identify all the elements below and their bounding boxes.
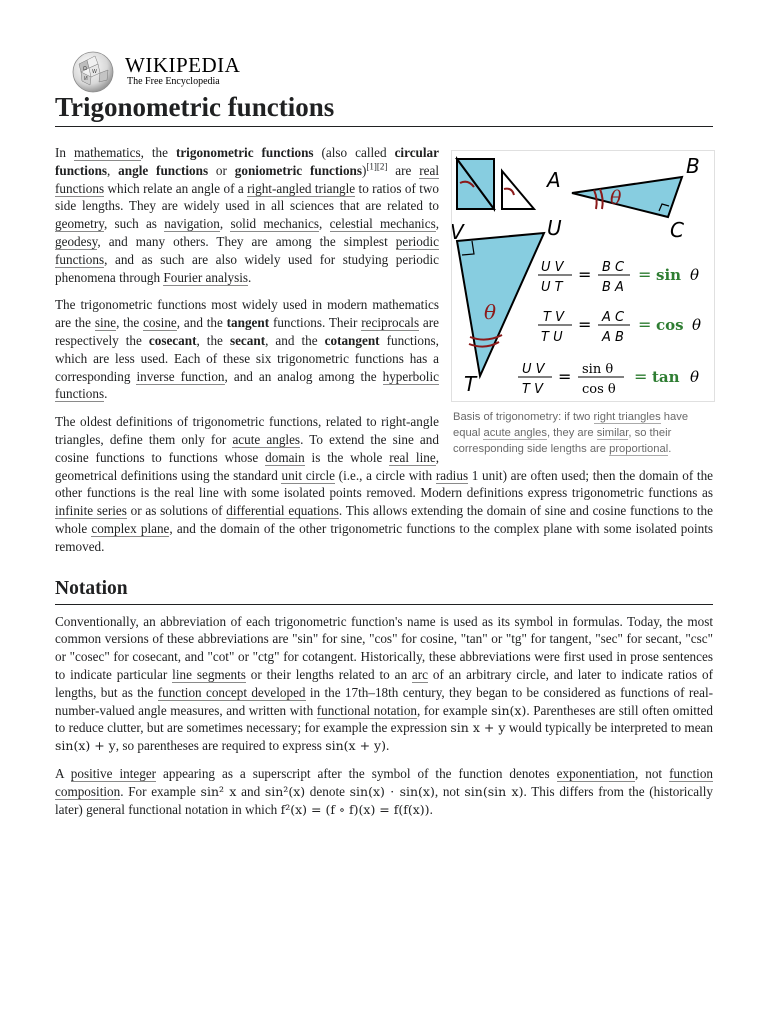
svg-text:W: W xyxy=(92,69,97,75)
trig-figure xyxy=(451,150,713,457)
wordmark: WIKIPEDIA xyxy=(125,53,241,77)
svg-text:tan: tan xyxy=(652,368,680,386)
svg-text:И: И xyxy=(84,76,88,82)
globe-icon xyxy=(71,50,117,94)
section-heading-notation: Notation xyxy=(55,576,713,605)
link-cosine[interactable]: cosine xyxy=(143,315,177,331)
reference-1-2[interactable]: [1][2] xyxy=(366,161,388,172)
svg-text:=: = xyxy=(578,265,592,284)
link-proportional[interactable]: proportional xyxy=(609,442,669,455)
link-arc[interactable]: arc xyxy=(411,666,429,682)
link-differential-equations[interactable]: differential equations xyxy=(226,503,339,519)
link-real-line[interactable]: real line xyxy=(389,449,436,465)
math-sin-times-sin: sin(x) · sin(x) xyxy=(349,783,435,799)
link-complex-plane[interactable]: complex plane xyxy=(91,520,170,536)
notation-paragraph-2: A positive integer appearing as a superscript after the symbol of the function denotes exponentiation, not function composition. For example sin² x and sin²(x) denote sin(x) · sin(x), not sin(sin x). This differs from the (historically later) general functional notation in which f²(x) = (f ∘ f)(x) = f(f(x)). xyxy=(55,765,714,817)
intro-paragraph-1: In mathematics, the trigonometric functions (also called circular functions, angle functions or goniometric functions)[1][2] are real functions which relate an angle of a right-angled triangle to ratios of two side lengths. They are widely used in all sciences that are related to geometry, such as navigation, solid mechanics, celestial mechanics, geodesy, and many others. They are among the simplest periodic functions, and as such are also widely used for studying periodic phenomena through Fourier analysis. xyxy=(55,145,439,285)
triangle-vut xyxy=(457,233,544,376)
svg-text:=: = xyxy=(578,315,592,334)
svg-text:T U: T U xyxy=(541,330,563,345)
link-real-functions[interactable]: real functions xyxy=(55,162,439,196)
label-v: V xyxy=(451,220,464,244)
math-sin-x-paren-plus-y: sin(x) + y xyxy=(55,738,116,754)
link-exponentiation[interactable]: exponentiation xyxy=(556,765,635,781)
small-triangles xyxy=(457,159,534,209)
svg-text:θ: θ xyxy=(692,316,702,334)
link-radius[interactable]: radius xyxy=(435,467,469,483)
svg-text:=: = xyxy=(634,367,648,386)
link-infinite-series[interactable]: infinite series xyxy=(55,503,127,519)
svg-text:sin: sin xyxy=(656,266,682,284)
svg-text:=: = xyxy=(638,315,652,334)
svg-text:cos θ: cos θ xyxy=(582,382,616,397)
svg-text:Ω: Ω xyxy=(83,66,87,72)
wikipedia-logo[interactable] xyxy=(71,50,241,94)
svg-text:U T: U T xyxy=(541,280,563,295)
label-t: T xyxy=(464,372,477,396)
link-reciprocals[interactable]: reciprocals xyxy=(361,315,420,331)
label-theta-small: θ xyxy=(610,187,622,209)
link-sine[interactable]: sine xyxy=(94,315,117,331)
article-body xyxy=(55,144,713,828)
svg-text:θ: θ xyxy=(690,368,700,386)
link-acute-angles[interactable]: acute angles xyxy=(232,431,301,447)
figure-caption: Basis of trigonometry: if two right triangles have equal acute angles, they are similar, so their corresponding side lengths are proportional. xyxy=(453,410,689,455)
link-right-angled-triangle[interactable]: right-angled triangle xyxy=(247,180,356,196)
link-geodesy[interactable]: geodesy xyxy=(55,233,98,249)
notation-paragraph-1: Conventionally, an abbreviation of each trigonometric function's name is used as its symbol in formulas. Today, the most common versions of these abbreviations are "sin" for sine, "cos" for cosine, "tan" or "tg" for tangent, "sec" for secant, "csc" or "cosec" for cosecant, and "cot" or "ctg" for cotangent. Historically, these abbreviations were first used in prose sentences to indicate particular line segments or their lengths related to an arc of an arbitrary circle, and later to indicate ratios of lengths, but as the function concept developed in the 17th–18th century, they began to be considered as functions of real-number-valued angle measures, and written with functional notation, for example sin(x). Parentheses are still often omitted to reduce clutter, but are sometimes necessary; for example the expression sin x + y would typically be interpreted to mean sin(x) + y, so parentheses are required to express sin(x + y). xyxy=(55,613,714,754)
label-u: U xyxy=(547,216,562,240)
math-sin-of-sin: sin(sin x) xyxy=(464,783,524,799)
link-domain[interactable]: domain xyxy=(265,449,305,465)
math-sin-squared-x: sin² x xyxy=(200,783,237,799)
link-mathematics[interactable]: mathematics xyxy=(73,145,141,160)
link-unit-circle[interactable]: unit circle xyxy=(281,467,335,483)
equation-cos xyxy=(538,310,701,345)
svg-text:T V: T V xyxy=(543,310,564,325)
intro-paragraph-3: The oldest definitions of trigonometric functions, related to right-angle triangles, define them only for acute angles. To extend the sine and cosine functions to functions whose domain is the whole real line, geometrical definitions using the standard unit circle (i.e., a circle with radius 1 unit) are often used; then the domain of the other functions is the real line with some isolated points removed. Modern definitions express trigonometric functions as infinite series or as solutions of differential equations. This allows extending the domain of sine and cosine functions to the whole complex plane, and the domain of the other trigonometric functions to the complex plane with some isolated points removed. xyxy=(55,414,714,554)
svg-text:U V: U V xyxy=(522,362,545,377)
link-function-composition[interactable]: function composition xyxy=(55,765,714,799)
label-theta-big: θ xyxy=(484,300,497,324)
label-b: B xyxy=(686,154,700,178)
triangle-abc xyxy=(572,177,682,217)
svg-text:A B: A B xyxy=(602,330,624,345)
svg-text:=: = xyxy=(638,265,652,284)
link-line-segments[interactable]: line segments xyxy=(172,666,246,682)
tagline: The Free Encyclopedia xyxy=(127,76,220,87)
intro-paragraph-2: The trigonometric functions most widely used in modern mathematics are the sine, the cosine, and the tangent functions. Their reciprocals are respectively the cosecant, the secant, and the cotangent functions, which are less used. Each of these six trigonometric functions has a corresponding inverse function, and an analog among the hyperbolic functions. xyxy=(55,297,439,402)
link-similar[interactable]: similar xyxy=(596,426,629,439)
link-function-concept[interactable]: function concept developed xyxy=(157,684,306,700)
math-sin-x: sin(x) xyxy=(491,702,527,718)
svg-text:θ: θ xyxy=(690,266,700,284)
link-periodic-functions[interactable]: periodic functions xyxy=(55,233,439,267)
math-sin-x-plus-y: sin x + y xyxy=(450,720,506,736)
equation-tan xyxy=(518,362,699,397)
svg-text:=: = xyxy=(558,367,572,386)
link-functional-notation[interactable]: functional notation xyxy=(316,702,418,718)
svg-text:cos: cos xyxy=(656,316,684,334)
link-right-triangles[interactable]: right triangles xyxy=(593,410,661,423)
link-hyperbolic-functions[interactable]: hyperbolic functions xyxy=(55,368,439,402)
label-c: C xyxy=(670,218,684,242)
link-celestial-mechanics[interactable]: celestial mechanics xyxy=(329,216,436,232)
label-a: A xyxy=(547,168,561,192)
link-inverse-function[interactable]: inverse function xyxy=(136,368,225,384)
equation-sin xyxy=(538,260,699,295)
math-sin-paren-x-plus-y: sin(x + y) xyxy=(325,738,386,754)
link-fourier-analysis[interactable]: Fourier analysis xyxy=(163,269,249,285)
link-positive-integer[interactable]: positive integer xyxy=(70,765,157,781)
math-f-squared: f²(x) = (f ∘ f)(x) = f(f(x)) xyxy=(280,801,430,817)
link-geometry[interactable]: geometry xyxy=(55,216,104,232)
page-title: Trigonometric functions xyxy=(55,89,713,127)
math-sin-squared-paren-x: sin²(x) xyxy=(264,783,306,799)
trig-diagram xyxy=(451,150,715,402)
link-solid-mechanics[interactable]: solid mechanics xyxy=(230,216,320,232)
svg-text:B C: B C xyxy=(602,260,625,275)
svg-text:U V: U V xyxy=(541,260,564,275)
svg-text:sin θ: sin θ xyxy=(582,362,614,377)
svg-text:A C: A C xyxy=(602,310,625,325)
svg-text:T V: T V xyxy=(522,382,543,397)
link-acute-angles-caption[interactable]: acute angles xyxy=(483,426,547,439)
link-navigation[interactable]: navigation xyxy=(164,216,220,232)
svg-text:B A: B A xyxy=(602,280,624,295)
